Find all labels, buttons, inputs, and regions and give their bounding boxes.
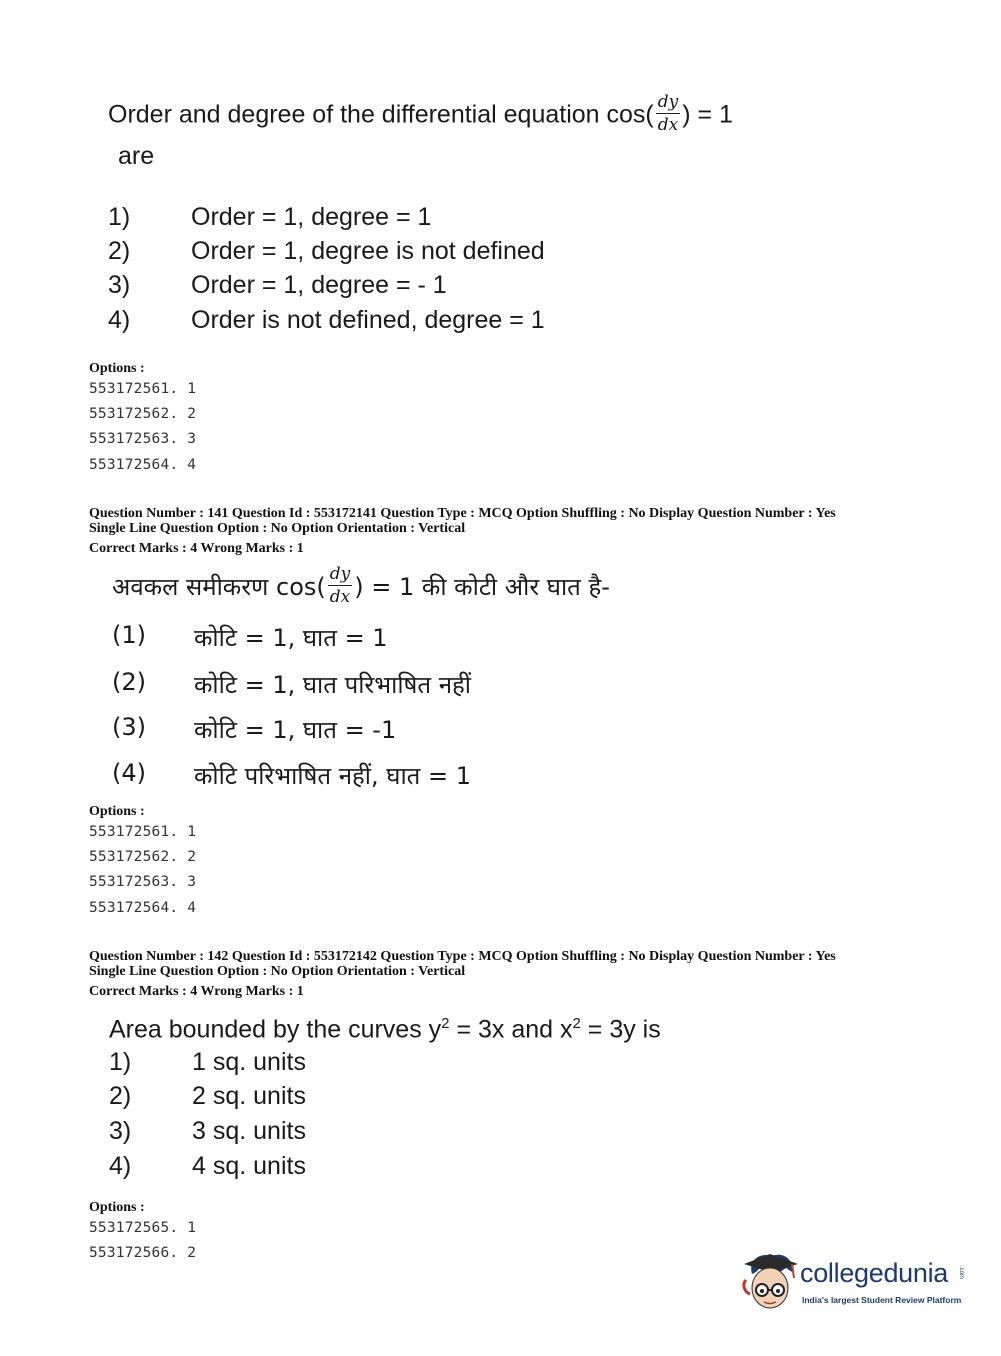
- stem-text-part2: ) = 1: [682, 100, 733, 129]
- option-id: 553172562. 2: [89, 849, 197, 865]
- option-id: 553172563. 3: [89, 874, 197, 890]
- question-142-meta-line2: Single Line Question Option : No Option Orientation : Vertical: [89, 964, 466, 979]
- logo-tagline: India's largest Student Review Platform: [802, 1295, 962, 1305]
- choice-text: 2 sq. units: [192, 1082, 306, 1110]
- fraction-denominator: dx: [329, 587, 351, 607]
- superscript: 2: [441, 1015, 450, 1032]
- option-id: 553172561. 1: [89, 381, 197, 397]
- question-141-meta-line2: Single Line Question Option : No Option Orientation : Vertical: [89, 521, 466, 536]
- stem-text-part1: अवकल समीकरण cos(: [112, 573, 326, 601]
- stem-text-b: = 3x and x: [449, 1015, 573, 1044]
- question-140-stem-line2: are: [118, 142, 155, 170]
- choice-number: 4): [109, 1152, 132, 1180]
- stem-text-part2: ) = 1 की कोटी और घात है-: [354, 573, 610, 601]
- option-id: 553172565. 1: [89, 1220, 197, 1236]
- option-id: 553172566. 2: [89, 1245, 197, 1261]
- choice-number: 2): [109, 1082, 132, 1110]
- options-label: Options :: [89, 361, 145, 376]
- logo-domain-suffix: .com: [958, 1266, 964, 1280]
- choice-number: 4): [108, 306, 131, 334]
- choice-text: 3 sq. units: [192, 1117, 306, 1145]
- option-id: 553172564. 4: [89, 457, 197, 473]
- choice-number: 1): [108, 203, 131, 231]
- question-141-stem: [112, 564, 610, 608]
- option-id: 553172561. 1: [89, 824, 197, 840]
- stem-text-part1: Order and degree of the differential equation cos(: [108, 100, 654, 129]
- choice-number: 2): [108, 237, 131, 265]
- superscript: 2: [572, 1015, 581, 1032]
- choice-number: (1): [112, 621, 146, 649]
- choice-number: (2): [112, 668, 146, 696]
- options-label: Options :: [89, 1200, 145, 1215]
- choice-number: (3): [112, 713, 146, 741]
- question-140-stem: [108, 92, 733, 136]
- fraction-numerator: dy: [657, 92, 679, 112]
- choice-text: 4 sq. units: [192, 1152, 306, 1180]
- question-142-marks: Correct Marks : 4 Wrong Marks : 1: [89, 984, 304, 999]
- option-id: 553172563. 3: [89, 431, 197, 447]
- choice-text: कोटि = 1, घात = 1: [194, 624, 388, 652]
- choice-text: कोटि = 1, घात परिभाषित नहीं: [194, 671, 471, 699]
- options-label: Options :: [89, 804, 145, 819]
- collegedunia-logo: [742, 1250, 972, 1312]
- choice-number: 3): [108, 271, 131, 299]
- choice-text: 1 sq. units: [192, 1048, 306, 1076]
- question-142-meta-line1: Question Number : 142 Question Id : 553172142 Question Type : MCQ Option Shuffling : No Display Question Number : Yes: [89, 949, 836, 964]
- choice-number: 1): [109, 1048, 132, 1076]
- fraction-dy-dx: [328, 566, 353, 606]
- choice-text: Order is not defined, degree = 1: [191, 306, 545, 334]
- choice-text: कोटि = 1, घात = -1: [194, 716, 397, 744]
- fraction-numerator: dy: [329, 564, 351, 584]
- stem-text-a: Area bounded by the curves y: [109, 1015, 442, 1044]
- logo-wordmark: collegedunia: [800, 1258, 949, 1288]
- mascot-icon: [742, 1250, 802, 1312]
- choice-text: Order = 1, degree = - 1: [191, 271, 447, 299]
- choice-number: (4): [112, 759, 146, 787]
- option-id: 553172564. 4: [89, 900, 197, 916]
- question-142-stem: [109, 1015, 661, 1044]
- question-141-meta-line1: Question Number : 141 Question Id : 553172141 Question Type : MCQ Option Shuffling : No Display Question Number : Yes: [89, 506, 836, 521]
- option-id: 553172562. 2: [89, 406, 197, 422]
- choice-text: Order = 1, degree is not defined: [191, 237, 545, 265]
- fraction-dy-dx: [656, 94, 681, 134]
- stem-text-c: = 3y is: [580, 1015, 661, 1044]
- fraction-denominator: dx: [657, 115, 679, 135]
- question-141-marks: Correct Marks : 4 Wrong Marks : 1: [89, 541, 304, 556]
- choice-number: 3): [109, 1117, 132, 1145]
- choice-text: Order = 1, degree = 1: [191, 203, 432, 231]
- choice-text: कोटि परिभाषित नहीं, घात = 1: [194, 762, 471, 790]
